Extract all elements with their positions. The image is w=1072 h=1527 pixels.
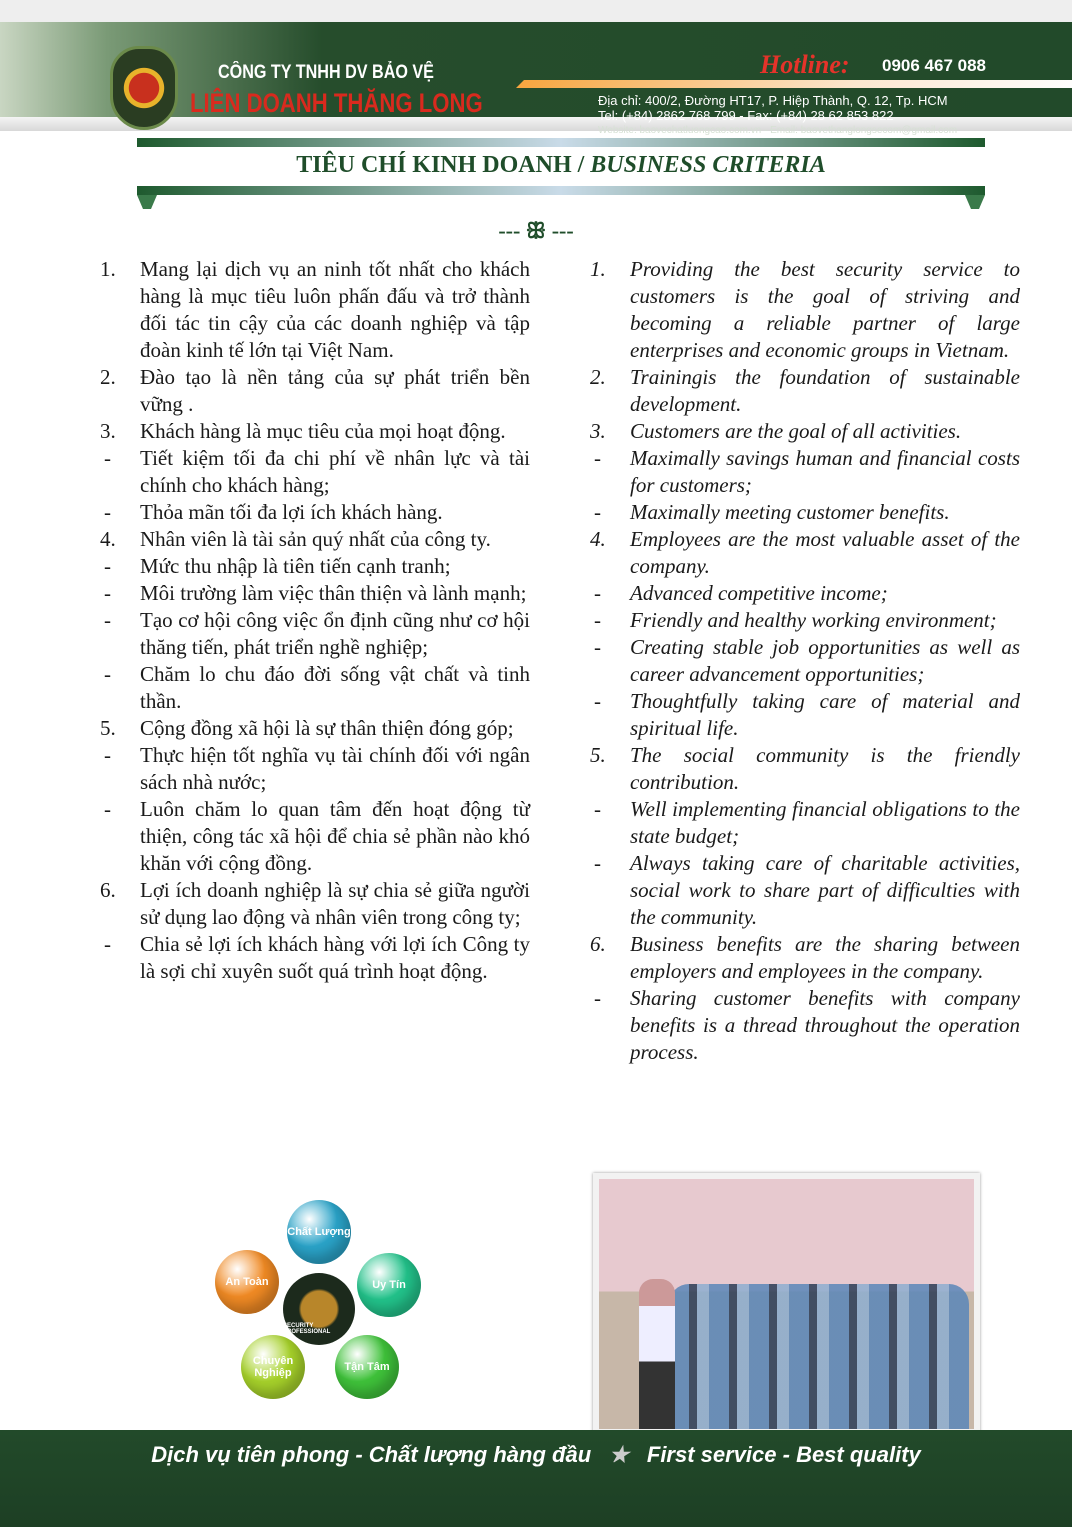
list-item	[590, 931, 1020, 985]
list-marker: 3.	[590, 419, 606, 443]
slogan-en: First service - Best quality	[646, 1442, 921, 1467]
list-text: Thỏa mãn tối đa lợi ích khách hàng.	[140, 500, 443, 524]
list-item	[100, 445, 530, 499]
list-item	[100, 796, 530, 877]
list-text: Maximally savings human and financial costs for customers;	[630, 446, 1020, 497]
banner-bar-top	[137, 138, 985, 147]
photo-trainees	[669, 1284, 969, 1434]
list-marker: -	[104, 554, 111, 578]
criteria-english	[590, 256, 1020, 1066]
list-text: Sharing customer benefits with company benefits is a thread throughout the operation process.	[630, 986, 1020, 1064]
hotline-number: 0906 467 088	[882, 56, 986, 75]
ornament: --- ꕥ ---	[498, 218, 574, 243]
list-text: Customers are the goal of all activities.	[630, 419, 962, 443]
company-line1: CÔNG TY TNHH DV BẢO VỆ	[218, 62, 434, 83]
list-marker: -	[594, 986, 601, 1010]
list-marker: 1.	[100, 257, 116, 281]
list-item	[100, 661, 530, 715]
list-marker: 2.	[590, 365, 606, 389]
value-circle: Tận Tâm	[335, 1335, 399, 1399]
list-item	[100, 553, 530, 580]
banner-leg	[965, 195, 985, 209]
list-item	[100, 256, 530, 364]
list-item	[100, 418, 530, 445]
website-email: Website: baovechatluongcao.com.vn - Email: baovethanglongsecom@gmail.com	[598, 125, 958, 136]
list-marker: -	[594, 851, 601, 875]
list-text: Tiết kiệm tối đa chi phí về nhân lực và tài chính cho khách hàng;	[140, 446, 530, 497]
list-text: Luôn chăm lo quan tâm đến hoạt động từ thiện, công tác xã hội để chia sẻ phần nào khó khăn với cộng đồng.	[140, 797, 530, 875]
list-text: Thực hiện tốt nghĩa vụ tài chính đối với ngân sách nhà nước;	[140, 743, 530, 794]
company-logo	[110, 46, 178, 130]
criteria-vietnamese	[100, 256, 530, 985]
value-circle: Chất Lượng	[287, 1200, 351, 1264]
center-emblem: SECURITY PROFESSIONAL	[283, 1273, 355, 1345]
list-item	[100, 742, 530, 796]
list-marker: -	[594, 797, 601, 821]
photo-instructor	[639, 1279, 675, 1429]
list-text: Môi trường làm việc thân thiện và lành mạnh;	[140, 581, 527, 605]
list-marker: -	[104, 932, 111, 956]
list-item	[590, 607, 1020, 634]
list-marker: -	[104, 797, 111, 821]
list-item	[590, 256, 1020, 364]
company-line2: LIÊN DOANH THĂNG LONG	[190, 88, 483, 118]
list-item	[590, 985, 1020, 1066]
list-item	[590, 499, 1020, 526]
list-marker: 5.	[100, 716, 116, 740]
list-item	[100, 580, 530, 607]
list-item	[590, 445, 1020, 499]
list-text: Khách hàng là mục tiêu của mọi hoạt động.	[140, 419, 506, 443]
list-item	[590, 418, 1020, 445]
slogan-vi: Dịch vụ tiên phong - Chất lượng hàng đầu	[151, 1442, 592, 1467]
values-diagram	[205, 1195, 435, 1415]
list-text: Advanced competitive income;	[630, 581, 888, 605]
list-marker: 4.	[590, 527, 606, 551]
list-item	[590, 580, 1020, 607]
list-item	[100, 877, 530, 931]
list-text: The social community is the friendly contribution.	[630, 743, 1020, 794]
list-marker: -	[104, 608, 111, 632]
value-circle: An Toàn	[215, 1250, 279, 1314]
list-marker: -	[104, 500, 111, 524]
list-text: Chia sẻ lợi ích khách hàng với lợi ích Công ty là sợi chỉ xuyên suốt quá trình hoạt động.	[140, 932, 530, 983]
list-marker: 3.	[100, 419, 116, 443]
list-item	[100, 364, 530, 418]
banner-bar-bottom	[137, 186, 985, 195]
star-icon: ★	[609, 1442, 629, 1467]
value-circle: Uy Tín	[357, 1253, 421, 1317]
list-marker: 6.	[100, 878, 116, 902]
list-text: Mang lại dịch vụ an ninh tốt nhất cho khách hàng là mục tiêu luôn phấn đấu và trở thành đối tác tin cậy của các doanh nghiệp và tập đoàn kinh tế lớn tại Việt Nam.	[140, 257, 530, 362]
slogan	[0, 1442, 1072, 1468]
list-text: Trainingis the foundation of sustainable development.	[630, 365, 1020, 416]
list-marker: 1.	[590, 257, 606, 281]
page-title	[137, 152, 985, 179]
list-text: Employees are the most valuable asset of the company.	[630, 527, 1020, 578]
list-marker: -	[104, 446, 111, 470]
list-marker: -	[594, 689, 601, 713]
list-item	[590, 688, 1020, 742]
list-item	[100, 526, 530, 553]
value-circle: Chuyên Nghiệp	[241, 1335, 305, 1399]
tel-fax: Tel: (+84) 2862 768 799 - Fax: (+84) 28 62 853 822	[598, 108, 894, 123]
list-item	[590, 526, 1020, 580]
address: Địa chỉ: 400/2, Đường HT17, P. Hiệp Thành, Q. 12, Tp. HCM	[598, 93, 948, 108]
list-item	[100, 715, 530, 742]
hotline-label: Hotline:	[760, 50, 850, 79]
list-marker: -	[594, 635, 601, 659]
list-item	[100, 607, 530, 661]
list-text: Always taking care of charitable activities, social work to share part of difficulties with the community.	[630, 851, 1020, 929]
list-marker: 5.	[590, 743, 606, 767]
list-text: Creating stable job opportunities as well as career advancement opportunities;	[630, 635, 1020, 686]
list-item	[590, 364, 1020, 418]
list-marker: -	[104, 743, 111, 767]
list-text: Mức thu nhập là tiên tiến cạnh tranh;	[140, 554, 451, 578]
list-marker: 2.	[100, 365, 116, 389]
list-marker: 6.	[590, 932, 606, 956]
list-text: Business benefits are the sharing between employers and employees in the company.	[630, 932, 1020, 983]
list-marker: -	[104, 581, 111, 605]
list-text: Cộng đồng xã hội là sự thân thiện đóng góp;	[140, 716, 514, 740]
list-text: Chăm lo chu đáo đời sống vật chất và tinh thần.	[140, 662, 530, 713]
list-text: Lợi ích doanh nghiệp là sự chia sẻ giữa người sử dụng lao động và nhân viên trong công ty;	[140, 878, 530, 929]
list-marker: -	[594, 500, 601, 524]
list-item	[590, 742, 1020, 796]
list-text: Providing the best security service to customers is the goal of striving and becoming a reliable partner of large enterprises and economic groups in Vietnam.	[630, 257, 1020, 362]
list-marker: -	[594, 608, 601, 632]
top-margin	[0, 0, 1072, 22]
list-text: Well implementing financial obligations to the state budget;	[630, 797, 1020, 848]
list-marker: 4.	[100, 527, 116, 551]
list-item	[590, 850, 1020, 931]
title-banner	[137, 138, 985, 198]
title-vi: TIÊU CHÍ KINH DOANH /	[296, 152, 585, 178]
header-accent	[516, 80, 1072, 88]
list-text: Thoughtfully taking care of material and spiritual life.	[630, 689, 1020, 740]
list-marker: -	[594, 446, 601, 470]
contact-info	[598, 93, 957, 138]
list-item	[100, 931, 530, 985]
title-en: BUSINESS CRITERIA	[590, 152, 826, 178]
list-text: Friendly and healthy working environment;	[630, 608, 997, 632]
list-marker: -	[104, 662, 111, 686]
list-item	[590, 796, 1020, 850]
training-photo	[593, 1173, 980, 1435]
footer	[0, 1430, 1072, 1527]
list-item	[590, 634, 1020, 688]
list-item	[100, 499, 530, 526]
list-text: Nhân viên là tài sản quý nhất của công ty.	[140, 527, 491, 551]
banner-leg	[137, 195, 157, 209]
list-marker: -	[594, 581, 601, 605]
list-text: Maximally meeting customer benefits.	[630, 500, 950, 524]
list-text: Tạo cơ hội công việc ổn định cũng như cơ hội thăng tiến, phát triển nghề nghiệp;	[140, 608, 530, 659]
list-text: Đào tạo là nền tảng của sự phát triển bền vững .	[140, 365, 530, 416]
letterhead	[0, 22, 1072, 136]
